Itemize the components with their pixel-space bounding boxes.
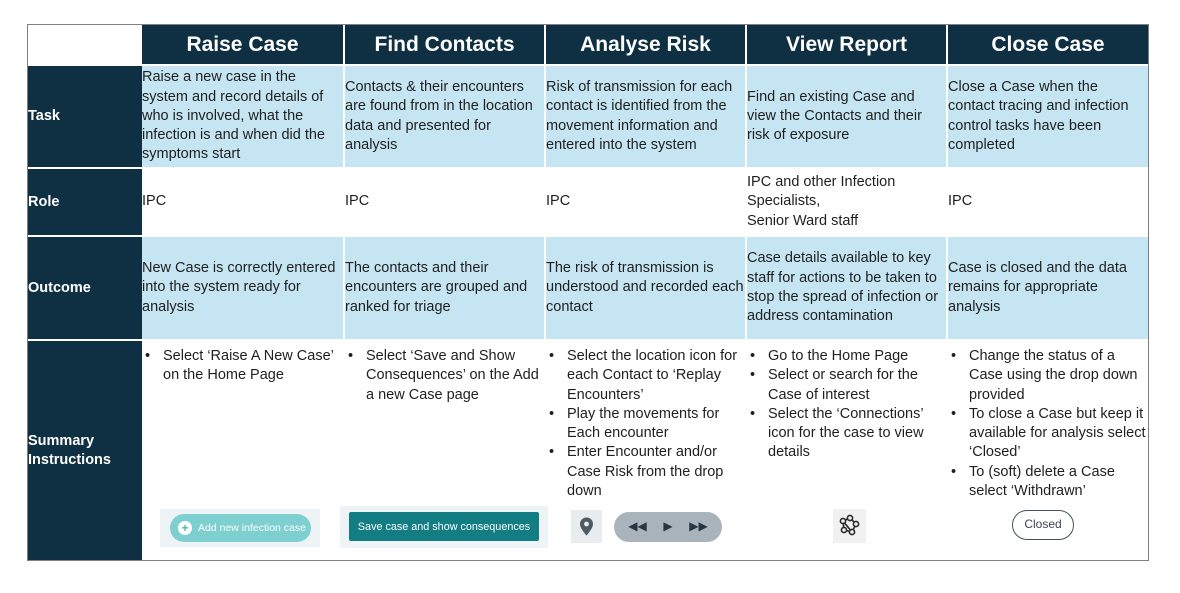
process-table — [28, 25, 1148, 560]
row-header-line: Instructions — [28, 451, 111, 468]
summary-cell — [947, 340, 1148, 560]
instruction-item: • Select the ‘Connections’ icon for the case to view details — [747, 405, 946, 463]
task-cell: Raise a new case in the system and record details of who is involved, what the infection is and when did the symptoms start — [142, 65, 344, 168]
instruction-item: • Select ‘Save and Show Consequences’ on the Add a new Case page — [345, 347, 544, 405]
summary-row — [28, 340, 1148, 560]
task-cell: Close a Case when the contact tracing and infection control tasks have been completed — [947, 65, 1148, 168]
instruction-item: • Change the status of a Case using the drop down provided — [948, 347, 1148, 405]
play-icon[interactable]: ▶ — [663, 519, 673, 534]
instruction-item: • Select ‘Raise A New Case’ on the Home Page — [142, 347, 343, 386]
instruction-item: • Select the location icon for each Contact to ‘Replay Encounters’ — [546, 347, 745, 405]
instruction-list — [747, 341, 946, 463]
row-header-task: Task — [28, 65, 142, 168]
role-cell — [746, 168, 947, 236]
save-case-button[interactable]: Save case and show consequences — [349, 512, 539, 541]
instruction-list — [546, 341, 745, 501]
save-case-widget — [340, 506, 548, 548]
instruction-item: • Select or search for the Case of interest — [747, 366, 946, 405]
column-header-find-contacts: Find Contacts — [344, 25, 545, 65]
role-cell: IPC — [545, 168, 746, 236]
task-cell: Contacts & their encounters are found from in the location data and presented for analysis — [344, 65, 545, 168]
plus-circle-icon: + — [178, 521, 192, 535]
outcome-row — [28, 236, 1148, 340]
row-header-role: Role — [28, 168, 142, 236]
row-header-summary — [28, 340, 142, 560]
add-new-infection-case-button[interactable] — [170, 514, 311, 542]
summary-cell — [545, 340, 746, 560]
summary-cell — [142, 340, 344, 560]
row-header-outcome: Outcome — [28, 236, 142, 340]
add-button-label: Add new infection case — [198, 522, 306, 534]
location-button[interactable] — [571, 510, 602, 543]
summary-cell — [746, 340, 947, 560]
encounter-player — [614, 512, 722, 542]
outcome-cell: The risk of transmission is understood and recorded each contact — [545, 236, 746, 340]
column-header-view-report: View Report — [746, 25, 947, 65]
fast-forward-icon[interactable]: ▶▶ — [689, 519, 708, 534]
instruction-list — [345, 341, 544, 405]
task-row — [28, 65, 1148, 168]
column-header-analyse-risk: Analyse Risk — [545, 25, 746, 65]
case-status-select[interactable]: Closed — [1012, 510, 1074, 540]
summary-cell — [344, 340, 545, 560]
instruction-list — [948, 341, 1148, 501]
outcome-cell: Case details available to key staff for actions to be taken to stop the spread of infection or address contamination — [746, 236, 947, 340]
column-header-raise-case: Raise Case — [142, 25, 344, 65]
row-header-line: Summary — [28, 432, 95, 449]
outcome-cell: New Case is correctly entered into the system ready for analysis — [142, 236, 344, 340]
instruction-list — [142, 341, 343, 386]
role-cell: IPC — [344, 168, 545, 236]
role-cell: IPC — [142, 168, 344, 236]
instruction-item: • Go to the Home Page — [747, 347, 946, 366]
instruction-item: • Enter Encounter and/or Case Risk from the drop down — [546, 443, 745, 501]
add-case-widget — [160, 509, 320, 547]
role-line: Senior Ward staff — [747, 212, 859, 229]
instruction-item: • To close a Case but keep it available for analysis select ‘Closed’ — [948, 405, 1148, 463]
rewind-icon[interactable]: ◀◀ — [628, 519, 647, 534]
task-cell: Find an existing Case and view the Contacts and their risk of exposure — [746, 65, 947, 168]
header-row — [28, 25, 1148, 65]
role-row — [28, 168, 1148, 236]
outcome-cell: The contacts and their encounters are grouped and ranked for triage — [344, 236, 545, 340]
role-line: IPC and other Infection Specialists, — [747, 174, 896, 210]
outcome-cell: Case is closed and the data remains for appropriate analysis — [947, 236, 1148, 340]
task-cell: Risk of transmission for each contact is identified from the movement information and entered into the system — [545, 65, 746, 168]
network-icon — [837, 513, 862, 538]
connections-button[interactable] — [833, 509, 866, 543]
corner-cell — [28, 25, 142, 65]
instruction-item: • Play the movements for Each encounter — [546, 405, 745, 444]
map-pin-icon — [579, 517, 594, 536]
column-header-close-case: Close Case — [947, 25, 1148, 65]
role-cell: IPC — [947, 168, 1148, 236]
instruction-item: • To (soft) delete a Case select ‘Withdrawn’ — [948, 463, 1148, 502]
